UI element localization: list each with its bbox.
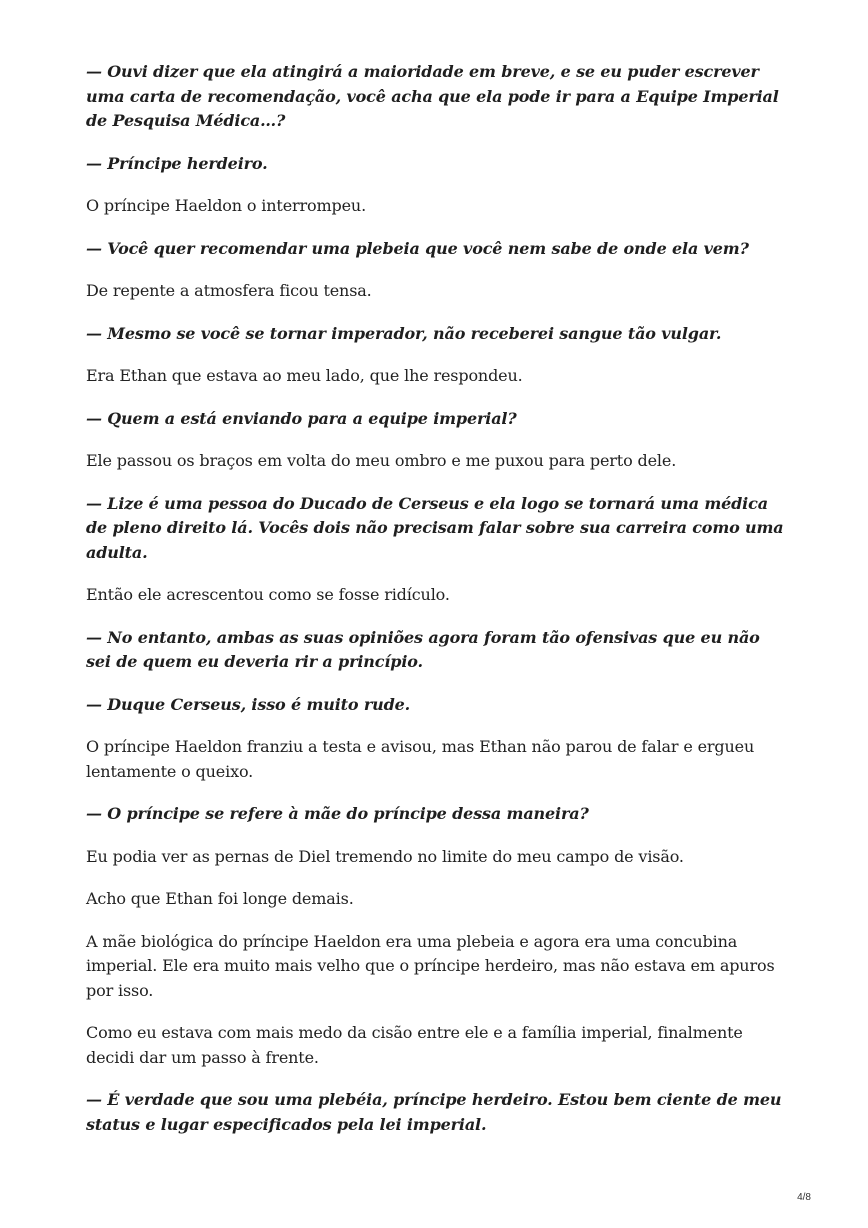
- dialogue-paragraph: — Você quer recomendar uma plebeia que você nem sabe de onde ela vem?: [86, 238, 749, 258]
- dialogue-paragraph: — Quem a está enviando para a equipe imperial?: [86, 408, 517, 428]
- narration-paragraph: O príncipe Haeldon franziu a testa e avisou, mas Ethan não parou de falar e ergueu lentamente o queixo.: [86, 737, 755, 781]
- dialogue-paragraph: — Duque Cerseus, isso é muito rude.: [86, 694, 411, 714]
- dialogue-paragraph: — No entanto, ambas as suas opiniões agora foram tão ofensivas que eu não sei de quem eu deveria rir a princípio.: [86, 627, 760, 671]
- narration-paragraph: A mãe biológica do príncipe Haeldon era uma plebeia e agora era uma concubina imperial. Ele era muito mais velho que o príncipe herdeiro, mas não estava em apuros por isso.: [86, 931, 775, 1000]
- narration-paragraph: O príncipe Haeldon o interrompeu.: [86, 196, 367, 215]
- dialogue-paragraph: — Lize é uma pessoa do Ducado de Cerseus e ela logo se tornará uma médica de pleno direito lá. Vocês dois não precisam falar sobre sua carreira como uma adulta.: [86, 493, 784, 562]
- narration-paragraph: Acho que Ethan foi longe demais.: [86, 889, 354, 908]
- document-body: [86, 60, 786, 1155]
- narration-paragraph: Eu podia ver as pernas de Diel tremendo no limite do meu campo de visão.: [86, 846, 684, 866]
- page-number: 4/8: [797, 1192, 811, 1203]
- dialogue-paragraph: — É verdade que sou uma plebéia, príncipe herdeiro. Estou bem ciente de meu status e lugar especificados pela lei imperial.: [86, 1090, 782, 1134]
- dialogue-paragraph: — Mesmo se você se tornar imperador, não receberei sangue tão vulgar.: [86, 323, 722, 343]
- dialogue-paragraph: — Ouvi dizer que ela atingirá a maioridade em breve, e se eu puder escrever uma carta de recomendação, você acha que ela pode ir para a Equipe Imperial de Pesquisa Médica…?: [86, 62, 779, 130]
- narration-paragraph: Então ele acrescentou como se fosse ridículo.: [86, 585, 450, 604]
- narration-paragraph: De repente a atmosfera ficou tensa.: [86, 281, 372, 300]
- dialogue-paragraph: — Príncipe herdeiro.: [86, 153, 268, 173]
- narration-paragraph: Ele passou os braços em volta do meu ombro e me puxou para perto dele.: [86, 451, 677, 470]
- dialogue-paragraph: — O príncipe se refere à mãe do príncipe dessa maneira?: [86, 804, 589, 823]
- narration-paragraph: Era Ethan que estava ao meu lado, que lhe respondeu.: [86, 366, 523, 385]
- narration-paragraph: Como eu estava com mais medo da cisão entre ele e a família imperial, finalmente decidi dar um passo à frente.: [86, 1023, 743, 1067]
